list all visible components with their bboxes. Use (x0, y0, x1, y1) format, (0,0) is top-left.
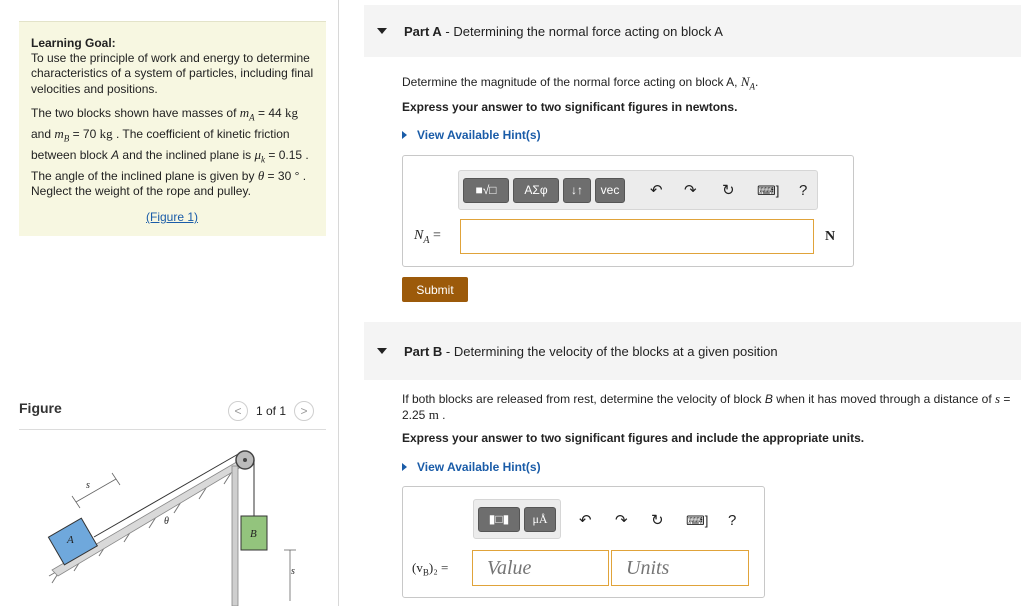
part-a-question: Determine the magnitude of the normal force acting on block A, $N_A$. (402, 74, 759, 92)
learning-goal-intro: To use the principle of work and energy to determine characteristics of a system of particles, including final velocities and positions. (31, 51, 314, 96)
keyboard-icon[interactable]: ⌨] (757, 183, 780, 198)
help-icon[interactable]: ? (728, 512, 737, 529)
undo-icon[interactable]: ↶ (650, 182, 663, 199)
figure-pager (228, 401, 314, 421)
part-a-hint-toggle[interactable]: View Available Hint(s) (402, 128, 541, 142)
theta-label: θ (164, 516, 169, 527)
redo-icon[interactable]: ↷ (684, 182, 697, 199)
vertical-s-label: s (291, 566, 295, 577)
incline-pulley-diagram (44, 436, 314, 606)
part-b-hint-toggle[interactable]: View Available Hint(s) (402, 460, 541, 474)
submit-button[interactable]: Submit (402, 277, 468, 302)
part-b-title: Part B - Determining the velocity of the blocks at a given position (404, 343, 778, 359)
velocity-value-input[interactable] (472, 550, 609, 586)
part-a-title: Part A - Determining the normal force acting on block A (404, 23, 723, 39)
collapse-caret-icon[interactable] (377, 348, 387, 354)
block-b-label: B (250, 528, 257, 540)
templates-button[interactable]: ■√□ (463, 178, 509, 203)
part-b-input-label: $(v_B)_2$ = (412, 560, 449, 578)
figure-page-count: 1 of 1 (256, 404, 287, 418)
next-figure-button[interactable]: > (294, 401, 314, 421)
vector-button[interactable]: vec (595, 178, 625, 203)
part-a-header[interactable] (364, 5, 1021, 57)
part-a-unit: N (825, 229, 836, 244)
part-b-question: If both blocks are released from rest, determine the velocity of block B when it has moved through a distance of s = 2.25 m . (402, 391, 1011, 422)
part-b-instruction: Express your answer to two significant figures and include the appropriate units. (402, 431, 865, 445)
redo-icon[interactable]: ↷ (615, 512, 628, 529)
reset-icon[interactable]: ↻ (651, 512, 664, 529)
support-post (232, 466, 238, 606)
expand-triangle-icon (402, 463, 407, 471)
units-button[interactable]: μÅ (524, 507, 556, 532)
keyboard-icon[interactable]: ⌨] (686, 513, 709, 528)
greek-symbols-button[interactable]: ΑΣφ (513, 178, 559, 203)
part-a-input-label: $N_A$ = (414, 228, 441, 246)
prev-figure-button[interactable]: < (228, 401, 248, 421)
figure-divider (19, 429, 326, 430)
figure-link[interactable]: (Figure 1) (146, 210, 199, 224)
undo-icon[interactable]: ↶ (579, 512, 592, 529)
learning-goal-title: Learning Goal: (31, 36, 116, 50)
part-b-math-toolbar (473, 499, 561, 539)
help-icon[interactable]: ? (799, 182, 808, 199)
column-divider (338, 0, 339, 606)
reset-icon[interactable]: ↻ (722, 182, 735, 199)
problem-statement: The two blocks shown have masses of $m_A = 44$ kg and $m_B = 70$ kg . The coefficient of kinetic friction between block A and the inclined plane is $\mu_k = 0.15$ . The angle of the inclined plane is given by θ = 30 ° . Neglect the weight of the rope and pulley. (31, 105, 309, 199)
incline-s-label: s (86, 480, 90, 491)
expand-triangle-icon (402, 131, 407, 139)
collapse-caret-icon[interactable] (377, 28, 387, 34)
velocity-units-input[interactable] (611, 550, 749, 586)
learning-goal-panel (19, 21, 326, 236)
figure-heading: Figure (19, 400, 62, 416)
part-a-instruction: Express your answer to two significant figures in newtons. (402, 100, 738, 114)
part-b-header[interactable] (364, 322, 1021, 380)
normal-force-input[interactable] (460, 219, 814, 254)
templates-button[interactable]: ▮□▮ (478, 507, 520, 532)
block-a-label: A (67, 534, 74, 546)
subscript-superscript-button[interactable]: ↓↑ (563, 178, 591, 203)
